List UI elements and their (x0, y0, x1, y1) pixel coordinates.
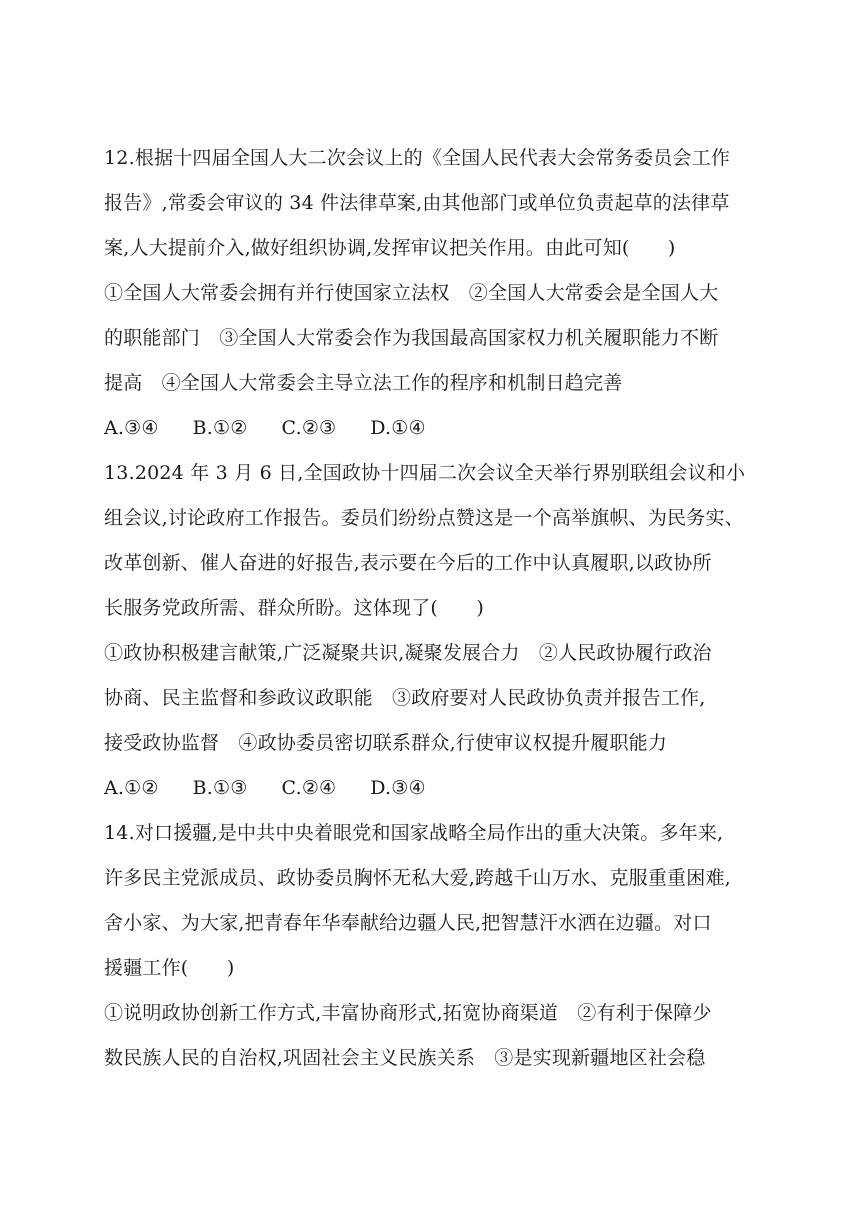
question-13 (104, 451, 764, 811)
question-14-stem-line-1: 14.对口援疆,是中共中央着眼党和国家战略全局作出的重大决策。多年来, (104, 822, 724, 844)
question-14-stem-line-2: 许多民主党派成员、政协委员胸怀无私大爱,跨越千山万水、克服重重困难, (104, 867, 731, 889)
question-12-statement-line-1: ①全国人大常委会拥有并行使国家立法权 ②全国人大常委会是全国人大 (104, 282, 719, 304)
question-13-stem-line-4: 长服务党政所需、群众所盼。这体现了( ) (104, 597, 485, 619)
question-14-stem-line-4: 援疆工作( ) (104, 957, 235, 979)
question-12-statement-line-2: 的职能部门 ③全国人大常委会作为我国最高国家权力机关履职能力不断 (104, 327, 719, 349)
question-12 (104, 136, 764, 451)
question-13-options (104, 766, 764, 811)
option-c: C.②④ (281, 777, 337, 799)
question-12-stem-line-2: 报告》,常委会审议的 34 件法律草案,由其他部门或单位负责起草的法律草 (104, 192, 730, 214)
question-14-statement-line-2: 数民族人民的自治权,巩固社会主义民族关系 ③是实现新疆地区社会稳 (104, 1047, 706, 1069)
question-13-statement-line-1: ①政协积极建言献策,广泛凝聚共识,凝聚发展合力 ②人民政协履行政治 (104, 642, 712, 664)
option-a: A.③④ (104, 417, 159, 439)
question-12-options (104, 406, 764, 451)
question-13-statement-line-3: 接受政协监督 ④政协委员密切联系群众,行使审议权提升履职能力 (104, 732, 668, 754)
question-list (104, 136, 764, 1081)
question-13-stem-line-3: 改革创新、催人奋进的好报告,表示要在今后的工作中认真履职,以政协所 (104, 552, 712, 574)
option-d: D.①④ (370, 417, 426, 439)
question-12-statement-line-3: 提高 ④全国人大常委会主导立法工作的程序和机制日趋完善 (104, 372, 623, 394)
question-13-stem-line-2: 组会议,讨论政府工作报告。委员们纷纷点赞这是一个高举旗帜、为民务实、 (104, 507, 744, 529)
option-b: B.①③ (192, 777, 248, 799)
question-12-stem-line-3: 案,人大提前介入,做好组织协调,发挥审议把关作用。由此可知( ) (104, 237, 676, 259)
option-a: A.①② (104, 777, 159, 799)
option-b: B.①② (192, 417, 248, 439)
option-c: C.②③ (281, 417, 337, 439)
question-13-statement-line-2: 协商、民主监督和参政议政职能 ③政府要对人民政协负责并报告工作, (104, 687, 706, 709)
question-14-stem-line-3: 舍小家、为大家,把青春年华奉献给边疆人民,把智慧汗水洒在边疆。对口 (104, 912, 712, 934)
question-13-stem-line-1: 13.2024 年 3 月 6 日,全国政协十四届二次会议全天举行界别联组会议和小 (104, 462, 746, 484)
option-d: D.③④ (370, 777, 426, 799)
question-12-stem-line-1: 12.根据十四届全国人大二次会议上的《全国人民代表大会常务委员会工作 (104, 147, 731, 169)
question-14-statement-line-1: ①说明政协创新工作方式,丰富协商形式,拓宽协商渠道 ②有利于保障少 (104, 1002, 712, 1024)
question-14 (104, 811, 764, 1081)
